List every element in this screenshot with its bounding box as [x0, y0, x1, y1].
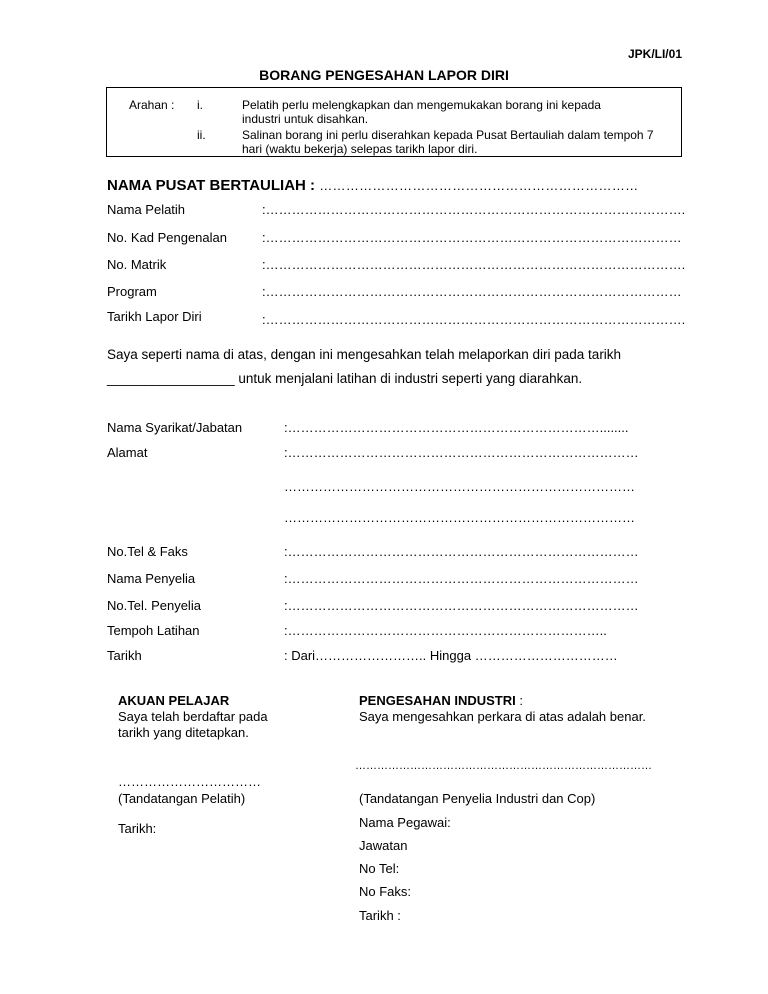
- training-center-field[interactable]: ………………………………………………………………: [319, 178, 639, 193]
- student-ack-line-2: tarikh yang ditetapkan.: [118, 725, 249, 740]
- supervisor-name-label: Nama Penyelia: [107, 571, 196, 586]
- matric-number-label: No. Matrik: [107, 257, 167, 272]
- trainee-name-field[interactable]: :…………………………………………………………………………………….: [262, 202, 686, 217]
- statement-line-1: Saya seperti nama di atas, dengan ini mengesahkan telah melaporkan diri pada tarikh: [107, 347, 622, 362]
- industry-signature-line[interactable]: ………………………………………………………………………: [355, 760, 652, 772]
- instructions-box: [106, 87, 682, 157]
- training-center-row: [107, 177, 638, 194]
- supervisor-name-field[interactable]: :………………………………………………………………………: [284, 571, 639, 586]
- address-field-line-2[interactable]: ………………………………………………………………………: [284, 479, 635, 494]
- instruction-text-line: Salinan borang ini perlu diserahkan kepada Pusat Bertauliah dalam tempoh 7: [242, 128, 654, 142]
- address-field-line-3[interactable]: ………………………………………………………………………: [284, 510, 635, 525]
- date-range-field[interactable]: : Dari…………………….. Hingga ……………………………: [284, 648, 618, 663]
- instruction-text-line: hari (waktu bekerja) selepas tarikh lapor diri.: [242, 142, 478, 156]
- program-field[interactable]: :……………………………………………………………………………………: [262, 284, 682, 299]
- industry-signature-label: (Tandatangan Penyelia Industri dan Cop): [359, 791, 596, 806]
- industry-ack-line-1: Saya mengesahkan perkara di atas adalah benar.: [359, 709, 646, 724]
- supervisor-tel-label: No.Tel. Penyelia: [107, 598, 201, 613]
- instruction-text-line: industri untuk disahkan.: [242, 112, 369, 126]
- industry-ack-title-row: [359, 693, 523, 708]
- instructions-label: Arahan :: [129, 98, 175, 112]
- report-date-field[interactable]: :…………………………………………………………………………………….: [262, 312, 686, 327]
- officer-name-label: Nama Pegawai:: [359, 815, 451, 830]
- fax-label: No Faks:: [359, 884, 412, 899]
- date-label: Tarikh: [107, 648, 142, 663]
- industry-ack-title: PENGESAHAN INDUSTRI: [359, 693, 516, 708]
- student-signature-label: (Tandatangan Pelatih): [118, 791, 246, 806]
- ic-number-field[interactable]: :……………………………………………………………………………………: [262, 230, 682, 245]
- student-date-label: Tarikh:: [118, 821, 157, 836]
- training-period-field[interactable]: :………………………………………………………………..: [284, 623, 607, 638]
- matric-number-field[interactable]: :…………………………………………………………………………………….: [262, 257, 686, 272]
- form-code: JPK/LI/01: [627, 47, 682, 61]
- industry-date-label: Tarikh :: [359, 908, 401, 923]
- address-label: Alamat: [107, 445, 148, 460]
- training-center-label: NAMA PUSAT BERTAULIAH :: [107, 177, 316, 194]
- tel-fax-label: No.Tel & Faks: [107, 544, 188, 559]
- company-name-label: Nama Syarikat/Jabatan: [107, 420, 243, 435]
- company-name-field[interactable]: :………………………………………………………………........: [284, 420, 629, 435]
- training-period-label: Tempoh Latihan: [107, 623, 200, 638]
- position-label: Jawatan: [359, 838, 408, 853]
- instruction-number: i.: [197, 98, 203, 112]
- ic-number-label: No. Kad Pengenalan: [107, 230, 227, 245]
- instruction-text-line: Pelatih perlu melengkapkan dan mengemukakan borang ini kepada: [242, 98, 601, 112]
- statement-date-blank[interactable]: _________________: [107, 371, 235, 386]
- tel-label: No Tel:: [359, 861, 400, 876]
- address-field[interactable]: :………………………………………………………………………: [284, 445, 639, 460]
- statement-line-2: [107, 371, 582, 386]
- statement-text: untuk menjalani latihan di industri seperti yang diarahkan.: [234, 371, 583, 386]
- report-date-label: Tarikh Lapor Diri: [107, 309, 202, 324]
- supervisor-tel-field[interactable]: :………………………………………………………………………: [284, 598, 639, 613]
- program-label: Program: [107, 284, 157, 299]
- instruction-number: ii.: [197, 128, 206, 142]
- tel-fax-field[interactable]: :………………………………………………………………………: [284, 544, 639, 559]
- industry-ack-title-colon: :: [515, 693, 523, 708]
- form-title: BORANG PENGESAHAN LAPOR DIRI: [259, 67, 509, 83]
- student-ack-title: AKUAN PELAJAR: [118, 693, 230, 708]
- student-ack-line-1: Saya telah berdaftar pada: [118, 709, 268, 724]
- student-signature-line[interactable]: ……………………………: [118, 774, 261, 789]
- trainee-name-label: Nama Pelatih: [107, 202, 186, 217]
